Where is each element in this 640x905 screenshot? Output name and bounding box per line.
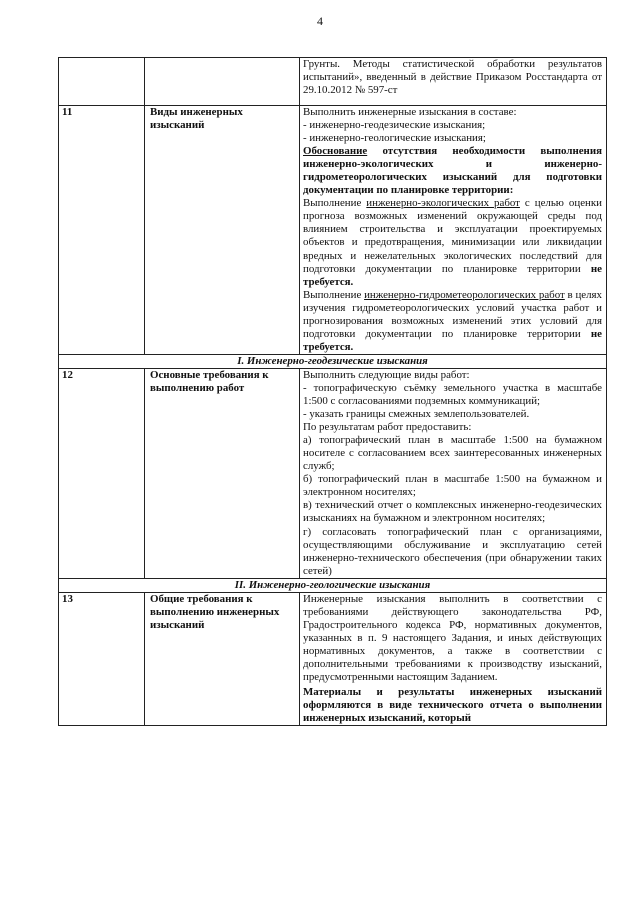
row-title: Общие требования к выполнению инженерных изысканий bbox=[145, 592, 300, 725]
eco-paragraph bbox=[303, 197, 602, 288]
hydro-bold: не требуется. bbox=[303, 327, 602, 353]
list-item: - инженерно-геодезические изыскания; bbox=[303, 119, 486, 132]
requirements-text: Инженерные изыскания выполнить в соответствии с требованиями действующего законодательства РФ, Градостроительного кодекса РФ, нормативных документов, указанных в п. 9 настоящего Задания, и иных действующих нормативных документов, а также в соответствии с дополнительными требованиями к производству изысканий, предусмотренными настоящим Заданием. bbox=[303, 592, 602, 684]
table-row-12 bbox=[59, 368, 607, 578]
section-title: II. Инженерно-геологические изыскания bbox=[59, 578, 607, 592]
row-number: 13 bbox=[59, 592, 145, 725]
eco-text: с целью оценки прогноза возможных изменений окружающей среды под влиянием строительства и эксплуатации проектируемых объектов и предотвращения, минимизации или ликвидации вредных и нежелательных экологических последствий для подготовки документации по планировке территории bbox=[303, 197, 602, 275]
hydro-paragraph bbox=[303, 289, 602, 354]
section-header-geodesic bbox=[59, 354, 607, 368]
justification-label: Обоснование bbox=[303, 145, 368, 158]
row-title: Основные требования к выполнению работ bbox=[145, 368, 300, 578]
section-title: I. Инженерно-геодезические изыскания bbox=[59, 354, 607, 368]
eco-pre: Выполнение bbox=[303, 197, 367, 210]
requirements-table bbox=[58, 57, 607, 726]
hydro-underlined: инженерно-гидрометеорологических работ bbox=[364, 288, 565, 301]
list-item: Выполнить следующие виды работ: bbox=[303, 368, 470, 381]
justification bbox=[303, 145, 602, 197]
cell-number bbox=[59, 58, 145, 106]
continuation-text: Грунты. Методы статистической обработки результатов испытаний», введенный в действие Приказом Росстандарта от 29.10.2012 № 597-ст bbox=[303, 58, 602, 97]
hydro-text: в целях изучения гидрометеорологических условий участка работ и прогнозирования возможных изменений этих условий для подготовки документации по планировке территории bbox=[303, 288, 602, 340]
list-item: в) технический отчет о комплексных инженерно-геодезических изысканиях на бумажном и электронном носителях; bbox=[303, 499, 602, 525]
row-number: 11 bbox=[59, 106, 145, 355]
list-item: - топографическую съёмку земельного участка в масштабе 1:500 с согласованиями подземных коммуникаций; bbox=[303, 381, 602, 408]
list-item: - инженерно-геологические изыскания; bbox=[303, 132, 486, 145]
row-title: Виды инженерных изысканий bbox=[145, 106, 300, 355]
list-item: - указать границы смежных землепользователей. bbox=[303, 408, 530, 421]
list-item: По результатам работ предоставить: bbox=[303, 421, 472, 434]
row-content bbox=[300, 106, 607, 355]
eco-underlined: инженерно-экологических работ bbox=[366, 197, 520, 210]
table-row-continuation bbox=[59, 58, 607, 106]
row-number: 12 bbox=[59, 368, 145, 578]
table-row-13 bbox=[59, 592, 607, 725]
table-row-11 bbox=[59, 106, 607, 355]
section-header-geologic bbox=[59, 578, 607, 592]
intro-text: Выполнить инженерные изыскания в составе: bbox=[303, 106, 517, 118]
hydro-pre: Выполнение bbox=[303, 288, 365, 301]
cell-name bbox=[145, 58, 300, 106]
list-item: б) топографический план в масштабе 1:500 на бумажном и электронном носителях; bbox=[303, 473, 602, 499]
justification-text: отсутствия необходимости выполнения инженерно-экологических и инженерно-гидрометеорологических изысканий для подготовки документации по планировке территории: bbox=[303, 145, 602, 197]
list-item: а) топографический план в масштабе 1:500 на бумажном носителе с согласованием всех заинтересованных инженерных служб; bbox=[303, 434, 602, 473]
eco-bold: не требуется. bbox=[303, 262, 602, 288]
list-item: г) согласовать топографический план с организациями, осуществляющими обслуживание и эксплуатацию сетей инженерно-технического обеспечения (при обнаружении таких сетей) bbox=[303, 525, 602, 577]
row-content bbox=[300, 592, 607, 725]
cell-content bbox=[300, 58, 607, 106]
row-content bbox=[300, 368, 607, 578]
page-number: 4 bbox=[317, 14, 323, 28]
report-text: Материалы и результаты инженерных изысканий оформляются в виде технического отчета о выполнении инженерных изысканий, который bbox=[303, 686, 602, 725]
